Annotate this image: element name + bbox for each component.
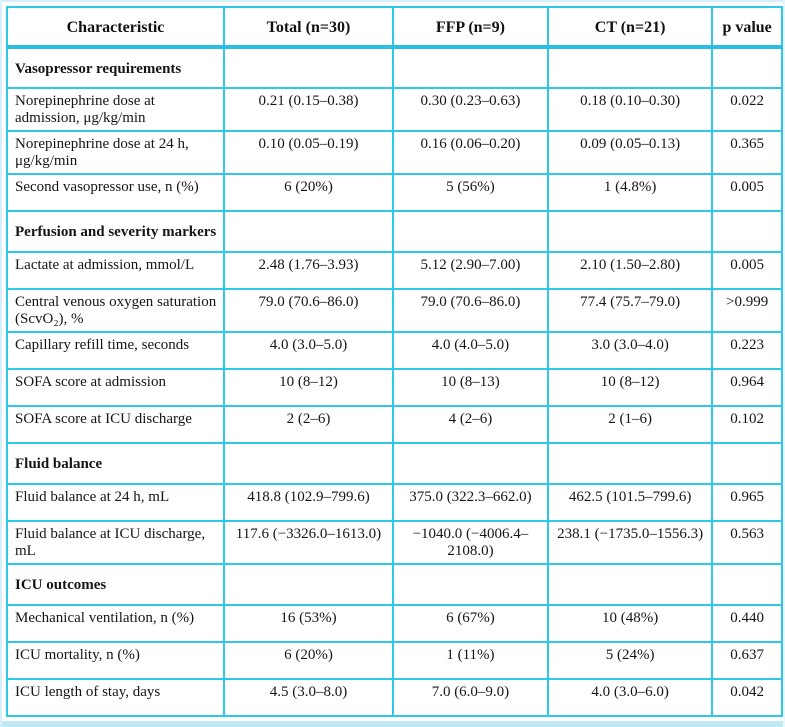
cell-ffp: 5 (56%) [393,174,548,211]
column-header-total: Total (n=30) [224,7,393,47]
cell-p: 0.365 [712,131,782,174]
column-header-p-value: p value [712,7,782,47]
row-label: ICU length of stay, days [7,679,224,716]
clinical-outcomes-table [6,6,783,717]
table-row [7,252,782,289]
cell-p [712,211,782,252]
cell-total: 0.21 (0.15–0.38) [224,88,393,131]
table-row [7,174,782,211]
column-header-characteristic: Characteristic [7,7,224,47]
cell-total: 117.6 (−3326.0–1613.0) [224,521,393,564]
cell-ct: 2.10 (1.50–2.80) [548,252,712,289]
cell-ct: 2 (1–6) [548,406,712,443]
cell-ct: 10 (48%) [548,605,712,642]
cell-p [712,47,782,88]
cell-ffp [393,47,548,88]
section-header-row [7,443,782,484]
cell-p [712,443,782,484]
cell-ct: 4.0 (3.0–6.0) [548,679,712,716]
cell-p: 0.005 [712,174,782,211]
cell-ffp: −1040.0 (−4006.4–2108.0) [393,521,548,564]
cell-p: >0.999 [712,289,782,332]
cell-total [224,443,393,484]
cell-total: 2.48 (1.76–3.93) [224,252,393,289]
cell-ffp: 5.12 (2.90–7.00) [393,252,548,289]
header-row [7,7,782,47]
cell-ffp: 0.16 (0.06–0.20) [393,131,548,174]
row-label: ICU mortality, n (%) [7,642,224,679]
cell-ffp: 6 (67%) [393,605,548,642]
row-label: Norepinephrine dose at 24 h, μg/kg/min [7,131,224,174]
cell-ffp: 4.0 (4.0–5.0) [393,332,548,369]
cell-total: 10 (8–12) [224,369,393,406]
section-header-row [7,47,782,88]
cell-total: 6 (20%) [224,174,393,211]
cell-ct [548,211,712,252]
column-header-ct: CT (n=21) [548,7,712,47]
row-label: Fluid balance at 24 h, mL [7,484,224,521]
cell-total [224,47,393,88]
cell-ffp: 1 (11%) [393,642,548,679]
cell-p [712,564,782,605]
cell-ct: 462.5 (101.5–799.6) [548,484,712,521]
cell-total: 6 (20%) [224,642,393,679]
row-label: Norepinephrine dose at admission, μg/kg/min [7,88,224,131]
table-row [7,289,782,332]
cell-p: 0.440 [712,605,782,642]
cell-ct: 238.1 (−1735.0–1556.3) [548,521,712,564]
cell-total: 4.0 (3.0–5.0) [224,332,393,369]
column-header-ffp: FFP (n=9) [393,7,548,47]
cell-ct: 1 (4.8%) [548,174,712,211]
cell-p: 0.102 [712,406,782,443]
row-label: Central venous oxygen saturation (ScvO₂), % [7,289,224,332]
section-header-row [7,211,782,252]
cell-total: 0.10 (0.05–0.19) [224,131,393,174]
cell-p: 0.042 [712,679,782,716]
cell-total: 2 (2–6) [224,406,393,443]
cell-total: 16 (53%) [224,605,393,642]
cell-ffp [393,443,548,484]
cell-p: 0.637 [712,642,782,679]
cell-ffp: 79.0 (70.6–86.0) [393,289,548,332]
cell-ffp: 10 (8–13) [393,369,548,406]
section-label: Vasopressor requirements [7,47,224,88]
cell-ffp [393,211,548,252]
cell-ct: 10 (8–12) [548,369,712,406]
cell-ffp: 4 (2–6) [393,406,548,443]
row-label: Lactate at admission, mmol/L [7,252,224,289]
cell-ct [548,443,712,484]
row-label: Mechanical ventilation, n (%) [7,605,224,642]
cell-total [224,564,393,605]
cell-ffp: 0.30 (0.23–0.63) [393,88,548,131]
cell-ct [548,47,712,88]
row-label: SOFA score at ICU discharge [7,406,224,443]
row-label: Second vasopressor use, n (%) [7,174,224,211]
cell-total [224,211,393,252]
table-row [7,131,782,174]
cell-p: 0.563 [712,521,782,564]
table-row [7,484,782,521]
cell-total: 4.5 (3.0–8.0) [224,679,393,716]
cell-p: 0.223 [712,332,782,369]
cell-ct: 0.09 (0.05–0.13) [548,131,712,174]
table-row [7,642,782,679]
section-label: ICU outcomes [7,564,224,605]
cell-p: 0.005 [712,252,782,289]
table-row [7,679,782,716]
section-header-row [7,564,782,605]
cell-p: 0.964 [712,369,782,406]
cell-ffp: 375.0 (322.3–662.0) [393,484,548,521]
table-row [7,521,782,564]
row-label: Fluid balance at ICU discharge, mL [7,521,224,564]
cell-ct: 77.4 (75.7–79.0) [548,289,712,332]
cell-p: 0.022 [712,88,782,131]
cell-ffp [393,564,548,605]
table-row [7,88,782,131]
cell-total: 79.0 (70.6–86.0) [224,289,393,332]
section-label: Fluid balance [7,443,224,484]
cell-ffp: 7.0 (6.0–9.0) [393,679,548,716]
figure-bottom-border [2,721,783,727]
row-label: Capillary refill time, seconds [7,332,224,369]
cell-ct: 3.0 (3.0–4.0) [548,332,712,369]
table-row [7,605,782,642]
table-row [7,406,782,443]
table-row [7,332,782,369]
table-row [7,369,782,406]
cell-ct: 5 (24%) [548,642,712,679]
cell-ct: 0.18 (0.10–0.30) [548,88,712,131]
cell-ct [548,564,712,605]
section-label: Perfusion and severity markers [7,211,224,252]
cell-p: 0.965 [712,484,782,521]
cell-total: 418.8 (102.9–799.6) [224,484,393,521]
row-label: SOFA score at admission [7,369,224,406]
